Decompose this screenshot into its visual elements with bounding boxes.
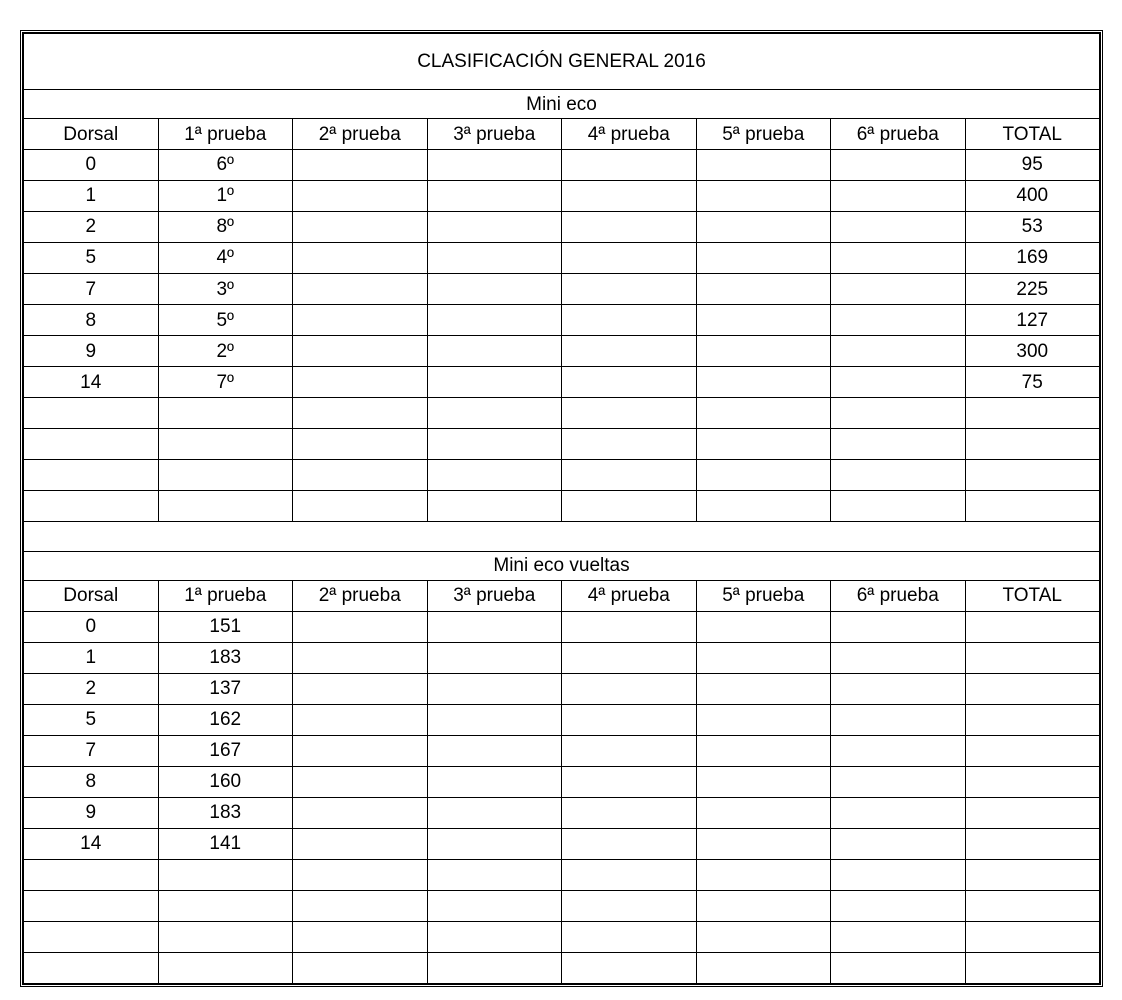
table-row (24, 859, 1100, 890)
table-row (24, 828, 1100, 859)
table-cell: 300 (965, 336, 1100, 367)
table-cell: 137 (158, 673, 293, 704)
table-cell: 14 (24, 367, 159, 398)
table-cell: 169 (965, 242, 1100, 273)
column-header: 4ª prueba (562, 119, 697, 150)
table-cell (293, 952, 428, 983)
table-row (24, 305, 1100, 336)
table-cell (831, 336, 966, 367)
table-cell (696, 766, 831, 797)
table-cell (158, 398, 293, 429)
table-cell (831, 828, 966, 859)
table-cell (562, 398, 697, 429)
table-cell (965, 890, 1100, 921)
table-cell (696, 398, 831, 429)
classification-sheet (20, 30, 1103, 987)
table-cell (831, 890, 966, 921)
table-row (24, 611, 1100, 642)
table-row (24, 429, 1100, 460)
table-cell: 160 (158, 766, 293, 797)
table-cell (696, 859, 831, 890)
section-title-mini-eco: Mini eco (24, 89, 1100, 118)
table-cell (562, 305, 697, 336)
table-row (24, 642, 1100, 673)
table-cell: 225 (965, 274, 1100, 305)
table-cell: 1 (24, 180, 159, 211)
table-row (24, 180, 1100, 211)
table-cell (696, 149, 831, 180)
table-cell (562, 704, 697, 735)
table-cell: 9 (24, 336, 159, 367)
table-row (24, 367, 1100, 398)
table-cell (696, 274, 831, 305)
table-cell (831, 859, 966, 890)
table-cell (158, 890, 293, 921)
column-header: 6ª prueba (831, 119, 966, 150)
table-cell (696, 735, 831, 766)
table-cell (293, 429, 428, 460)
table-cell: 9 (24, 797, 159, 828)
table-cell: 2 (24, 673, 159, 704)
table-cell (562, 735, 697, 766)
table-cell (427, 642, 562, 673)
table-cell (831, 211, 966, 242)
table-cell (831, 460, 966, 491)
table-cell (562, 890, 697, 921)
table-cell (696, 242, 831, 273)
table-cell: 141 (158, 828, 293, 859)
table-cell (831, 735, 966, 766)
table-cell (562, 336, 697, 367)
table-cell (562, 921, 697, 952)
column-header: 2ª prueba (293, 119, 428, 150)
table-cell (562, 491, 697, 522)
table-row (24, 211, 1100, 242)
column-header: 5ª prueba (696, 581, 831, 612)
table-cell: 7 (24, 274, 159, 305)
table-cell: 0 (24, 611, 159, 642)
table-cell (293, 797, 428, 828)
table-cell (562, 211, 697, 242)
table-cell (965, 921, 1100, 952)
table-cell (293, 180, 428, 211)
table-cell: 1º (158, 180, 293, 211)
table-row (24, 336, 1100, 367)
table-cell (427, 305, 562, 336)
table-cell: 5 (24, 704, 159, 735)
table-cell (427, 429, 562, 460)
table-cell (831, 673, 966, 704)
table-row (24, 673, 1100, 704)
classification-table (23, 33, 1100, 984)
table-cell (24, 952, 159, 983)
table-cell: 167 (158, 735, 293, 766)
table-cell (696, 491, 831, 522)
table-cell: 4º (158, 242, 293, 273)
table-row (24, 149, 1100, 180)
table-row (24, 797, 1100, 828)
table-cell (696, 305, 831, 336)
table-cell (562, 673, 697, 704)
table-row (24, 242, 1100, 273)
column-header: 3ª prueba (427, 581, 562, 612)
table-cell (562, 149, 697, 180)
column-header: 4ª prueba (562, 581, 697, 612)
table-cell (24, 890, 159, 921)
table-cell (293, 336, 428, 367)
table-cell (158, 952, 293, 983)
table-cell (562, 611, 697, 642)
table-cell (427, 611, 562, 642)
table-row (24, 491, 1100, 522)
table-row (24, 766, 1100, 797)
table-cell (965, 828, 1100, 859)
column-header: Dorsal (24, 581, 159, 612)
table-cell (293, 704, 428, 735)
table-cell (158, 429, 293, 460)
table-cell (696, 367, 831, 398)
table-cell: 2 (24, 211, 159, 242)
table-cell (293, 642, 428, 673)
table-cell (427, 274, 562, 305)
table-cell (562, 180, 697, 211)
table-cell (293, 367, 428, 398)
table-cell (293, 890, 428, 921)
table-cell: 8 (24, 766, 159, 797)
table-row (24, 921, 1100, 952)
table-cell (427, 735, 562, 766)
table-cell (696, 952, 831, 983)
table-cell (24, 398, 159, 429)
table-cell (562, 797, 697, 828)
table-cell: 7º (158, 367, 293, 398)
table-cell (831, 952, 966, 983)
table-cell (562, 367, 697, 398)
table-cell (696, 890, 831, 921)
column-header: 6ª prueba (831, 581, 966, 612)
table-cell (427, 704, 562, 735)
table-cell (831, 491, 966, 522)
table-cell: 400 (965, 180, 1100, 211)
table-cell (696, 336, 831, 367)
table-cell: 162 (158, 704, 293, 735)
table-cell (427, 211, 562, 242)
table-cell (831, 305, 966, 336)
table-cell (696, 611, 831, 642)
section-title-mini-eco-vueltas: Mini eco vueltas (24, 551, 1100, 580)
table-cell (293, 211, 428, 242)
table-cell (965, 766, 1100, 797)
table-cell: 2º (158, 336, 293, 367)
column-header: TOTAL (965, 119, 1100, 150)
table-cell (427, 859, 562, 890)
column-header: 1ª prueba (158, 581, 293, 612)
table-cell: 14 (24, 828, 159, 859)
table-cell (293, 274, 428, 305)
table-header (24, 119, 1100, 150)
table-cell (562, 460, 697, 491)
table-row (24, 704, 1100, 735)
table-cell (965, 398, 1100, 429)
table-cell (293, 735, 428, 766)
table-cell (158, 491, 293, 522)
table-cell: 151 (158, 611, 293, 642)
table-cell: 5º (158, 305, 293, 336)
table-cell (427, 890, 562, 921)
table-cell: 1 (24, 642, 159, 673)
table-cell (696, 828, 831, 859)
table-cell (965, 735, 1100, 766)
table-cell (831, 921, 966, 952)
table-cell (831, 367, 966, 398)
table-cell (562, 242, 697, 273)
table-cell (24, 859, 159, 890)
table-cell (158, 460, 293, 491)
column-header: 3ª prueba (427, 119, 562, 150)
table-cell (293, 491, 428, 522)
table-cell (427, 921, 562, 952)
table-cell (427, 180, 562, 211)
table-cell (293, 921, 428, 952)
table-cell: 183 (158, 797, 293, 828)
table-cell: 8º (158, 211, 293, 242)
table-cell: 8 (24, 305, 159, 336)
table-cell (562, 766, 697, 797)
table-cell (293, 398, 428, 429)
column-header: 1ª prueba (158, 119, 293, 150)
table-cell (965, 673, 1100, 704)
table-cell (293, 242, 428, 273)
table-cell: 6º (158, 149, 293, 180)
table-cell (831, 704, 966, 735)
table-cell (562, 274, 697, 305)
table-cell (427, 828, 562, 859)
table-cell: 5 (24, 242, 159, 273)
table-cell (24, 491, 159, 522)
table-cell (831, 149, 966, 180)
table-cell (293, 766, 428, 797)
table-cell (831, 642, 966, 673)
table-cell (427, 460, 562, 491)
table-row (24, 890, 1100, 921)
table-cell (831, 797, 966, 828)
table-cell: 183 (158, 642, 293, 673)
table-cell (965, 642, 1100, 673)
table-cell (696, 460, 831, 491)
table-cell (562, 642, 697, 673)
table-cell (427, 336, 562, 367)
table-cell (831, 398, 966, 429)
table-cell (24, 921, 159, 952)
table-cell (158, 921, 293, 952)
table-cell: 7 (24, 735, 159, 766)
table-cell (696, 921, 831, 952)
column-header: 2ª prueba (293, 581, 428, 612)
column-header: 5ª prueba (696, 119, 831, 150)
table-cell (965, 491, 1100, 522)
table-cell (831, 429, 966, 460)
table-cell: 0 (24, 149, 159, 180)
table-cell (427, 367, 562, 398)
table-cell (427, 797, 562, 828)
table-cell (427, 766, 562, 797)
table-cell (562, 429, 697, 460)
table-cell: 75 (965, 367, 1100, 398)
table-cell (427, 398, 562, 429)
table-cell (696, 180, 831, 211)
table-cell: 53 (965, 211, 1100, 242)
table-cell (831, 611, 966, 642)
table-row (24, 398, 1100, 429)
table-cell (427, 242, 562, 273)
table-row (24, 460, 1100, 491)
table-header (24, 581, 1100, 612)
table-cell (831, 242, 966, 273)
page-title: CLASIFICACIÓN GENERAL 2016 (24, 34, 1100, 90)
table-cell (427, 149, 562, 180)
table-cell (293, 149, 428, 180)
table-row (24, 274, 1100, 305)
table-row (24, 735, 1100, 766)
table-cell (965, 704, 1100, 735)
column-header: Dorsal (24, 119, 159, 150)
table-cell (562, 828, 697, 859)
table-cell (965, 429, 1100, 460)
table-cell (696, 673, 831, 704)
table-cell (427, 952, 562, 983)
table-cell (24, 429, 159, 460)
table-cell (696, 429, 831, 460)
table-cell (293, 305, 428, 336)
table-cell (293, 859, 428, 890)
section-spacer (24, 522, 1100, 551)
table-cell (293, 673, 428, 704)
table-cell (24, 460, 159, 491)
section-body-mini-eco (24, 149, 1100, 521)
table-cell: 95 (965, 149, 1100, 180)
table-cell (965, 460, 1100, 491)
table-cell (696, 211, 831, 242)
table-cell (831, 274, 966, 305)
table-cell (696, 704, 831, 735)
table-cell (427, 673, 562, 704)
table-cell (158, 859, 293, 890)
table-cell (696, 642, 831, 673)
table-row (24, 952, 1100, 983)
table-cell (831, 766, 966, 797)
section-body-mini-eco-vueltas (24, 611, 1100, 983)
table-cell (965, 611, 1100, 642)
table-cell (965, 952, 1100, 983)
table-cell (293, 611, 428, 642)
table-cell (562, 952, 697, 983)
table-cell (965, 859, 1100, 890)
table-cell (427, 491, 562, 522)
table-cell (696, 797, 831, 828)
table-cell: 3º (158, 274, 293, 305)
table-cell (293, 460, 428, 491)
column-header: TOTAL (965, 581, 1100, 612)
table-cell (293, 828, 428, 859)
table-cell (562, 859, 697, 890)
table-cell: 127 (965, 305, 1100, 336)
table-cell (831, 180, 966, 211)
table-cell (965, 797, 1100, 828)
